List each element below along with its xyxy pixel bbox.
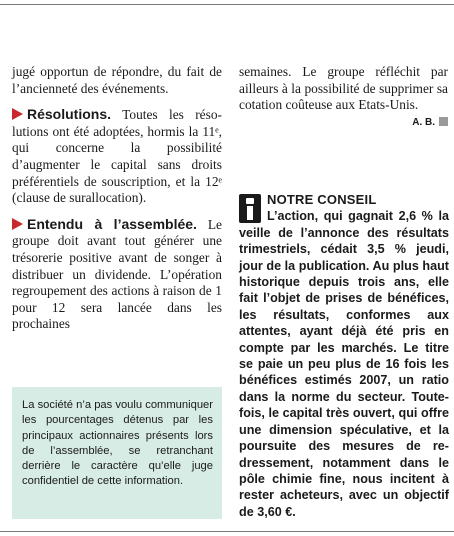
- conseil-title: NOTRE CONSEIL: [267, 192, 377, 207]
- paragraph-semaines: [239, 64, 448, 128]
- red-triangle-icon: [12, 108, 23, 120]
- text-resolutions: Toutes les résolutions ont été adoptées, hormis la 11ᵉ, qui concerne la possibilité d’augmenter le capital sans droits préférentiels de souscription, et la 12ᵉ (clause de surallocation).: [12, 107, 222, 206]
- red-triangle-icon: [12, 218, 23, 230]
- paragraph-resolutions: [12, 106, 222, 207]
- bottom-rule: [0, 531, 454, 532]
- end-square-icon: [439, 117, 448, 126]
- right-column: [239, 64, 448, 131]
- lead-entendu: Entendu à l’assemblée.: [27, 215, 197, 232]
- author-signature: [412, 115, 448, 132]
- conseil-text: L’action, qui gagnait 2,6 % la veille de l’annonce des résultats trimestriels, cédait 3,5 % jeudi, jour de la publication. Au plus haut historique depuis trois ans, elle fait l’objet de prises de bénéfices, les résultats, conformes aux attentes, ayant déjà été pris en compte par les marchés. Le titre se paie un peu plus de 16 fois les bénéfices estimés 2007, un ratio dans la norme du secteur. Toutefois, le capital très ouvert, qui offre une dimension spéculative, et la poursuite des mesures de redressement, notamment dans le pôle chimie fine, nous incitent à rester acheteurs, avec un objectif de 3,60 €.: [239, 209, 449, 519]
- top-rule: [0, 4, 454, 5]
- conseil-box: [239, 192, 449, 520]
- signature-text: A. B.: [412, 116, 435, 128]
- info-box: [12, 387, 222, 519]
- info-box-text: La société n’a pas voulu communiquer les pourcentages détenus par les principaux actionnaires présents lors de l’assemblée, se retranchant derrière le caractère qu’elle juge confidentiel de cette information.: [22, 399, 213, 488]
- text-entendu: Le groupe doit avant tout générer une trésorerie positive avant de songer à distribuer un dividende. L’opération regroupement des actions à raison de 1 pour 12 sera lancée dans les prochaines: [12, 216, 222, 332]
- lead-resolutions: Résolutions.: [27, 106, 112, 123]
- paragraph-entendu: [12, 216, 222, 333]
- left-column: [12, 64, 222, 342]
- info-icon: [239, 194, 261, 223]
- text-semaines: semaines. Le groupe réfléchit par ailleurs à la possibilité de supprimer sa cotation coûteuse aux Etats-Unis.: [239, 64, 448, 113]
- paragraph-continuation: jugé opportun de répondre, du fait de l’ancienneté des événements.: [12, 64, 222, 96]
